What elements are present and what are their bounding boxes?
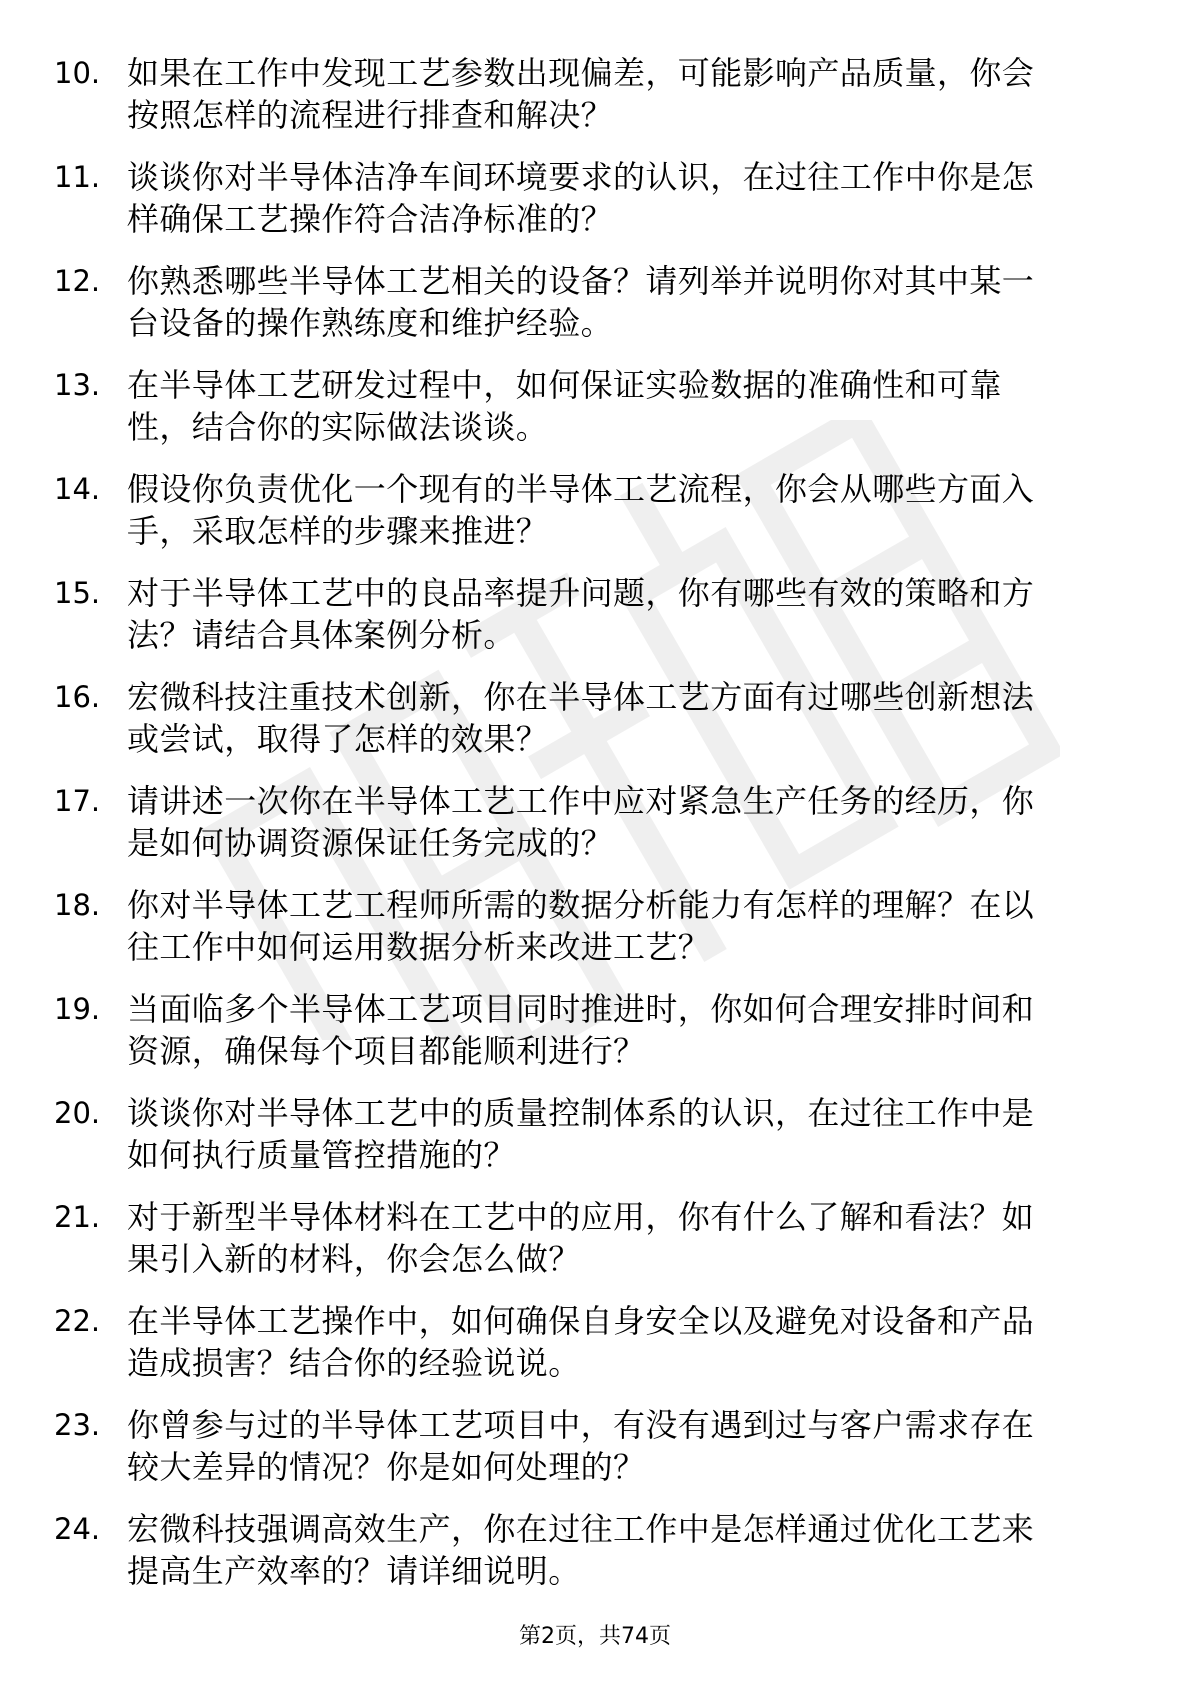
question-item <box>0 572 1190 676</box>
question-text-line: 台设备的操作熟练度和维护经验。 <box>127 304 614 342</box>
question-item <box>0 1196 1190 1300</box>
question-text-line: 是如何协调资源保证任务完成的？ <box>127 824 614 862</box>
question-text <box>127 988 1127 1072</box>
question-list <box>0 52 1190 1612</box>
question-item <box>0 52 1190 156</box>
question-text-line: 对于新型半导体材料在工艺中的应用，你有什么了解和看法？如 <box>127 1198 1035 1236</box>
question-number: 15. <box>54 576 101 610</box>
question-text <box>127 156 1127 240</box>
question-text-line: 造成损害？结合你的经验说说。 <box>127 1344 581 1382</box>
question-text <box>127 676 1127 760</box>
question-text-line: 手，采取怎样的步骤来推进？ <box>127 512 549 550</box>
question-text-line: 你对半导体工艺工程师所需的数据分析能力有怎样的理解？在以 <box>127 886 1035 924</box>
question-text-line: 谈谈你对半导体洁净车间环境要求的认识，在过往工作中你是怎 <box>127 158 1035 196</box>
question-text-line: 在半导体工艺研发过程中，如何保证实验数据的准确性和可靠 <box>127 366 1002 404</box>
question-item <box>0 884 1190 988</box>
question-item <box>0 1508 1190 1612</box>
question-text-line: 提高生产效率的？请详细说明。 <box>127 1552 581 1590</box>
question-number: 17. <box>54 784 101 818</box>
question-number: 24. <box>54 1512 101 1546</box>
question-item <box>0 676 1190 780</box>
question-text-line: 对于半导体工艺中的良品率提升问题，你有哪些有效的策略和方 <box>127 574 1035 612</box>
question-text-line: 按照怎样的流程进行排查和解决？ <box>127 96 614 134</box>
question-text <box>127 1508 1127 1592</box>
question-text-line: 在半导体工艺操作中，如何确保自身安全以及避免对设备和产品 <box>127 1302 1035 1340</box>
question-text <box>127 1196 1127 1280</box>
question-item <box>0 1300 1190 1404</box>
question-number: 12. <box>54 264 101 298</box>
question-text <box>127 780 1127 864</box>
question-item <box>0 1092 1190 1196</box>
question-number: 22. <box>54 1304 101 1338</box>
question-item <box>0 1404 1190 1508</box>
question-item <box>0 780 1190 884</box>
question-text-line: 较大差异的情况？你是如何处理的？ <box>127 1448 646 1486</box>
question-text <box>127 572 1127 656</box>
question-text-line: 性，结合你的实际做法谈谈。 <box>127 408 549 446</box>
question-number: 11. <box>54 160 101 194</box>
question-text-line: 宏微科技注重技术创新，你在半导体工艺方面有过哪些创新想法 <box>127 678 1035 716</box>
question-item <box>0 156 1190 260</box>
question-text-line: 你曾参与过的半导体工艺项目中，有没有遇到过与客户需求存在 <box>127 1406 1035 1444</box>
question-item <box>0 468 1190 572</box>
question-text-line: 资源，确保每个项目都能顺利进行？ <box>127 1032 646 1070</box>
question-text <box>127 1092 1127 1176</box>
question-number: 19. <box>54 992 101 1026</box>
question-text-line: 往工作中如何运用数据分析来改进工艺？ <box>127 928 711 966</box>
question-text <box>127 364 1127 448</box>
question-text-line: 宏微科技强调高效生产，你在过往工作中是怎样通过优化工艺来 <box>127 1510 1035 1548</box>
question-text <box>127 260 1127 344</box>
question-text <box>127 1300 1127 1384</box>
question-text-line: 假设你负责优化一个现有的半导体工艺流程，你会从哪些方面入 <box>127 470 1035 508</box>
question-number: 13. <box>54 368 101 402</box>
question-text <box>127 1404 1127 1488</box>
question-text-line: 请讲述一次你在半导体工艺工作中应对紧急生产任务的经历，你 <box>127 782 1035 820</box>
question-text-line: 果引入新的材料，你会怎么做？ <box>127 1240 581 1278</box>
question-item <box>0 260 1190 364</box>
question-text-line: 样确保工艺操作符合洁净标准的？ <box>127 200 614 238</box>
question-number: 14. <box>54 472 101 506</box>
question-number: 10. <box>54 56 101 90</box>
question-number: 23. <box>54 1408 101 1442</box>
question-text-line: 你熟悉哪些半导体工艺相关的设备？请列举并说明你对其中某一 <box>127 262 1035 300</box>
question-text-line: 谈谈你对半导体工艺中的质量控制体系的认识，在过往工作中是 <box>127 1094 1035 1132</box>
question-text-line: 如果在工作中发现工艺参数出现偏差，可能影响产品质量，你会 <box>127 54 1035 92</box>
question-number: 16. <box>54 680 101 714</box>
question-item <box>0 988 1190 1092</box>
question-text-line: 或尝试，取得了怎样的效果？ <box>127 720 549 758</box>
question-text <box>127 52 1127 136</box>
question-text <box>127 884 1127 968</box>
question-item <box>0 364 1190 468</box>
question-text-line: 如何执行质量管控措施的？ <box>127 1136 516 1174</box>
question-number: 21. <box>54 1200 101 1234</box>
question-text <box>127 468 1127 552</box>
question-text-line: 法？请结合具体案例分析。 <box>127 616 516 654</box>
question-text-line: 当面临多个半导体工艺项目同时推进时，你如何合理安排时间和 <box>127 990 1035 1028</box>
page-number: 第2页，共74页 <box>519 1624 671 1649</box>
question-number: 20. <box>54 1096 101 1130</box>
question-number: 18. <box>54 888 101 922</box>
